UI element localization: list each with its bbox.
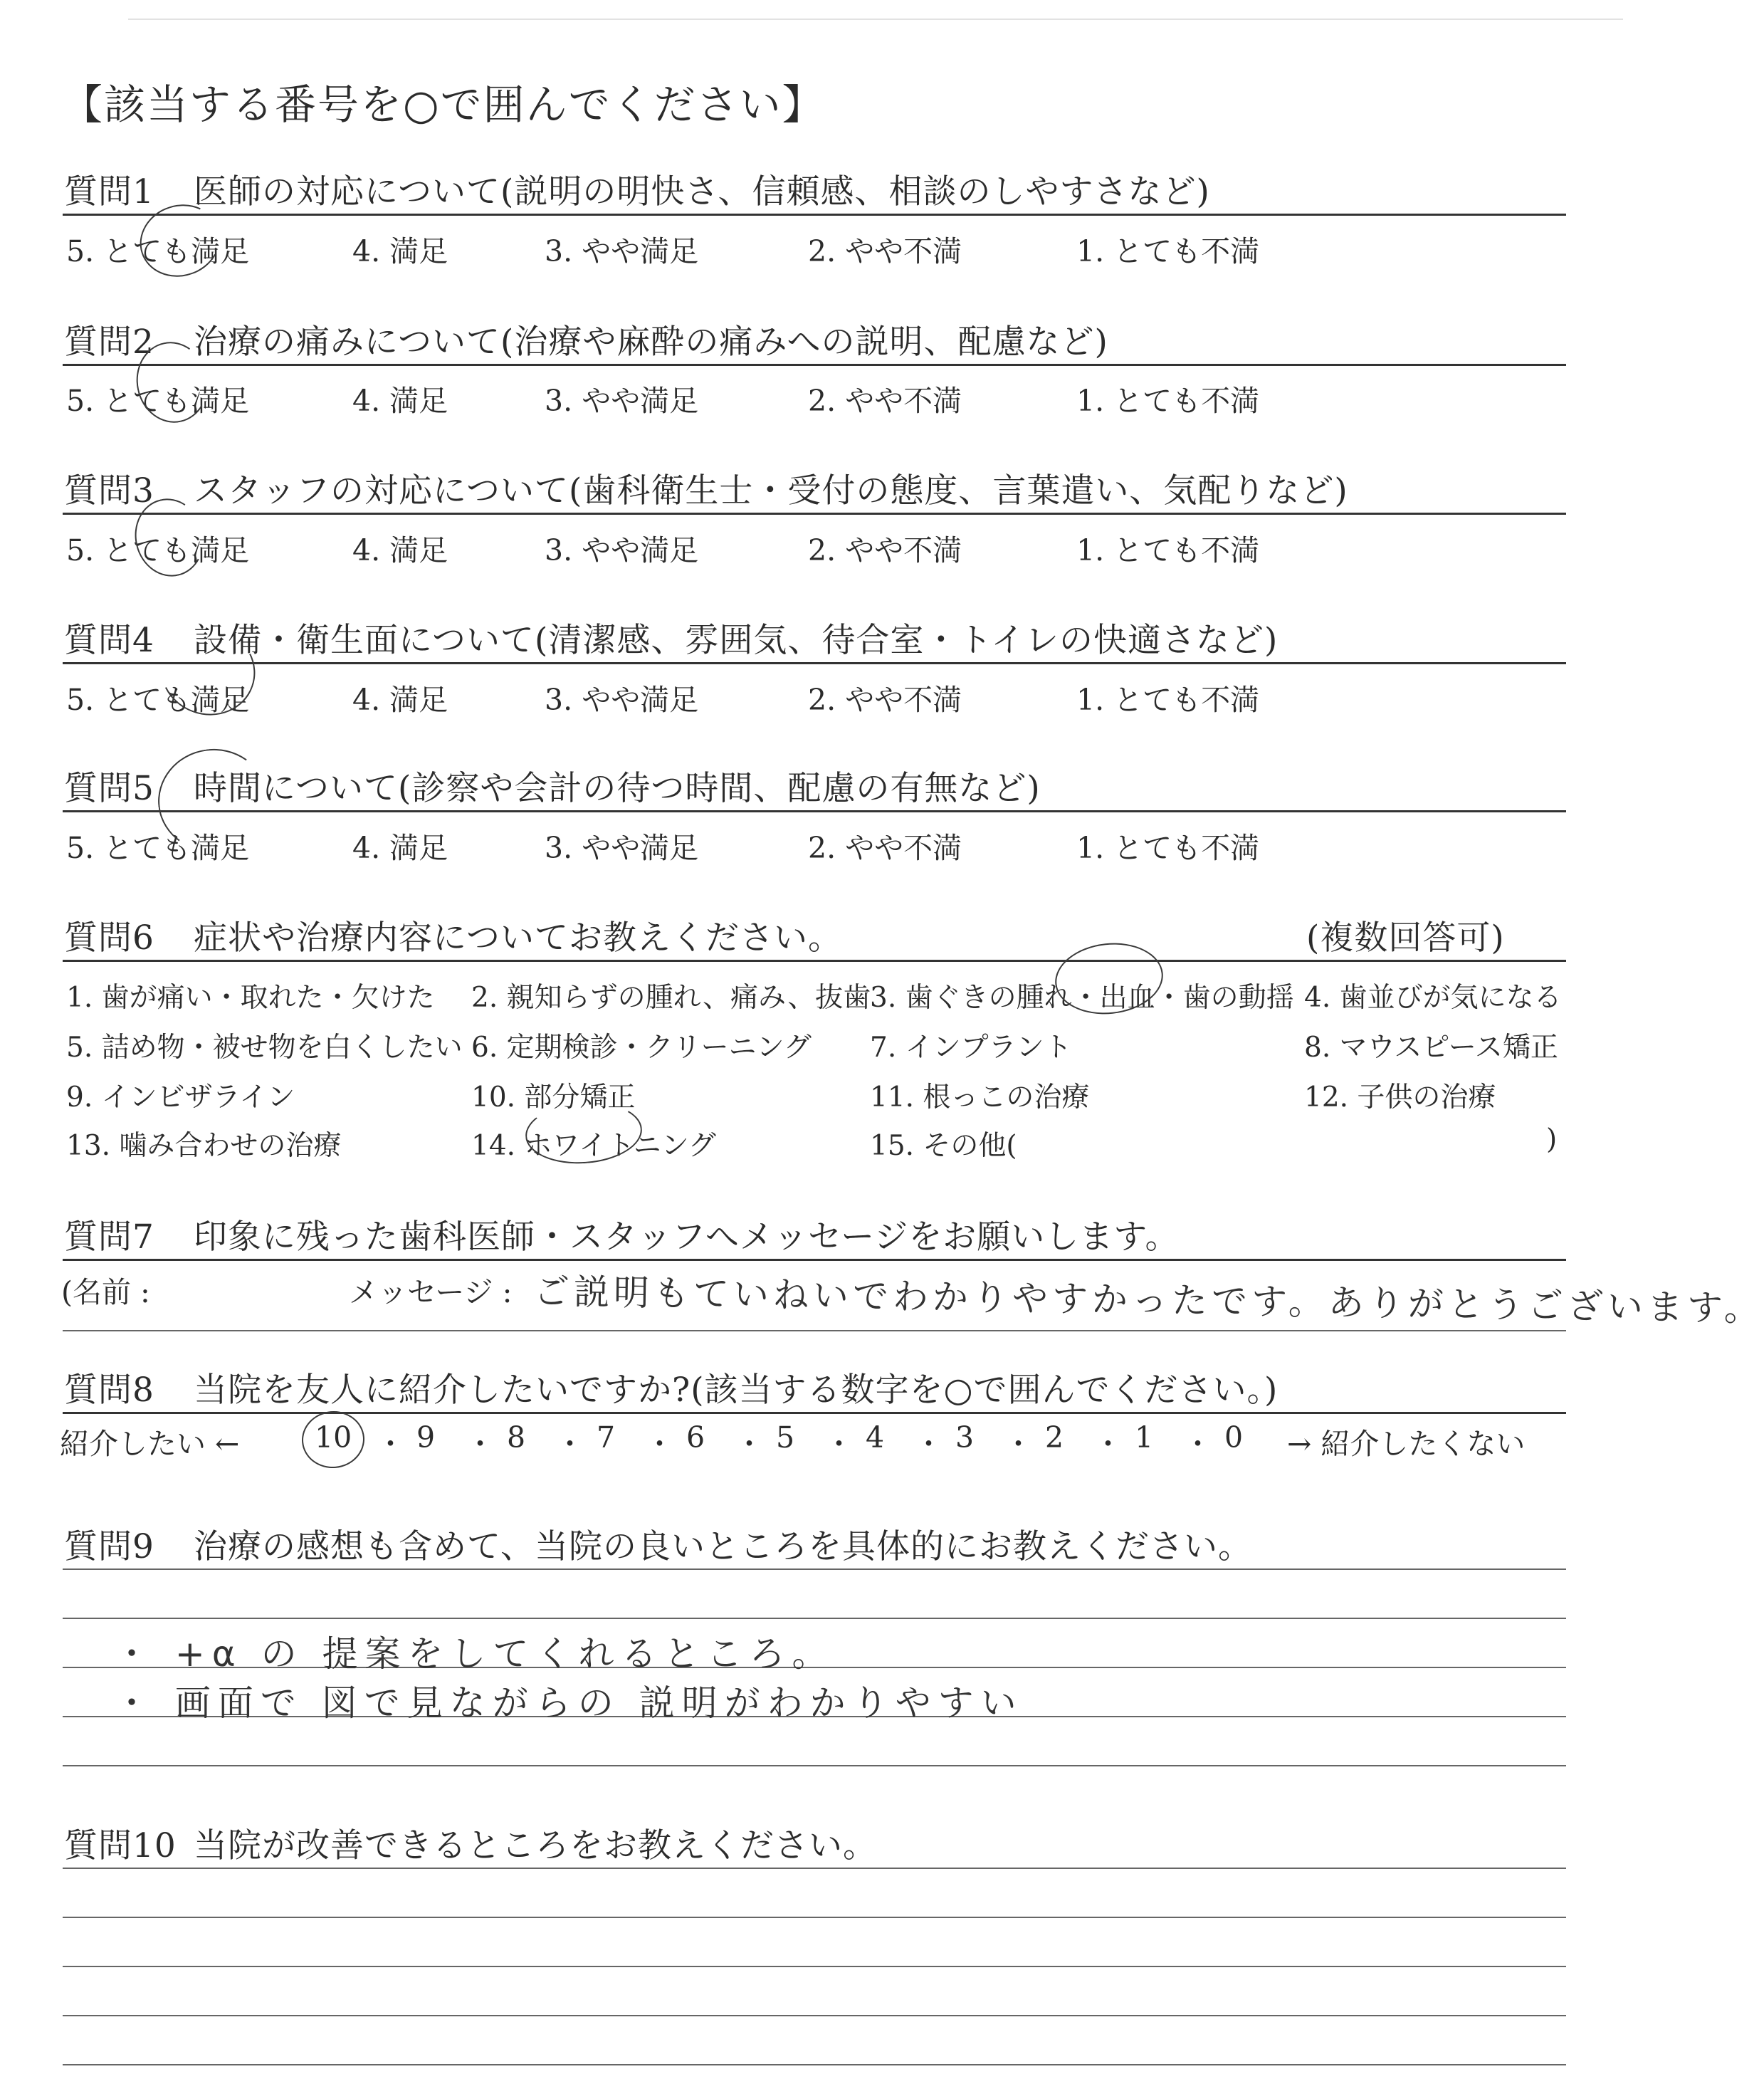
q7-rule xyxy=(63,1259,1566,1261)
q8-scale-1[interactable]: 1 xyxy=(1135,1420,1154,1455)
q4-opt2[interactable]: 2. やや不満 xyxy=(808,683,962,717)
q3-rule xyxy=(63,513,1566,515)
q6-option-12[interactable]: 12. 子供の治療 xyxy=(1304,1081,1496,1114)
q5-label: 質問5 xyxy=(64,769,154,808)
q1-opt5[interactable]: 5. とても満足 xyxy=(66,234,250,268)
q10-label: 質問10 xyxy=(64,1826,177,1865)
q6-option-15[interactable]: 15. その他( xyxy=(870,1130,1017,1162)
q2-opt2[interactable]: 2. やや不満 xyxy=(808,384,962,418)
q8-sep-7: ・ xyxy=(914,1427,943,1461)
q6-text: 症状や治療内容についてお教えください。 xyxy=(194,918,843,958)
q3-opt4[interactable]: 4. 満足 xyxy=(352,533,448,567)
q1-label: 質問1 xyxy=(64,172,154,211)
q10-line-5 xyxy=(63,2064,1566,2065)
q8-scale-10[interactable]: 10 xyxy=(315,1420,352,1455)
q9-line-2 xyxy=(63,1618,1566,1619)
q2-text: 治療の痛みについて(治療や麻酔の痛みへの説明、配慮など) xyxy=(194,323,1108,362)
q9-line-1 xyxy=(63,1568,1566,1570)
q8-sep-4: ・ xyxy=(645,1427,674,1461)
q8-scale-7[interactable]: 7 xyxy=(597,1420,616,1455)
q8-scale-5[interactable]: 5 xyxy=(776,1420,795,1455)
q5-opt3[interactable]: 3. やや満足 xyxy=(545,831,699,865)
q9-label: 質問9 xyxy=(64,1527,154,1566)
q6-option-5[interactable]: 5. 詰め物・被せ物を白くしたい xyxy=(66,1032,463,1064)
q8-scale-6[interactable]: 6 xyxy=(686,1420,705,1455)
q10-line-1 xyxy=(63,1868,1566,1869)
q6-label: 質問6 xyxy=(64,918,154,958)
q6-option-15-close: ) xyxy=(1546,1124,1558,1156)
q8-selection-circle xyxy=(300,1408,367,1470)
q5-opt5[interactable]: 5. とても満足 xyxy=(66,831,250,865)
q6-option-4[interactable]: 4. 歯並びが気になる xyxy=(1304,982,1562,1014)
q8-scale-4[interactable]: 4 xyxy=(866,1420,885,1455)
q6-option-3[interactable]: 3. 歯ぐきの腫れ・出血・歯の動揺 xyxy=(870,982,1294,1014)
q2-opt4[interactable]: 4. 満足 xyxy=(352,384,448,418)
q8-sep-6: ・ xyxy=(824,1427,854,1461)
q1-text: 医師の対応について(説明の明快さ、信頼感、相談のしやすさなど) xyxy=(194,172,1210,211)
q3-opt1[interactable]: 1. とても不満 xyxy=(1076,533,1260,567)
q3-opt3[interactable]: 3. やや満足 xyxy=(545,533,699,567)
q6-option-9[interactable]: 9. インビザライン xyxy=(66,1081,295,1114)
q8-sep-3: ・ xyxy=(555,1427,584,1461)
q8-sep-2: ・ xyxy=(466,1427,495,1461)
q10-text: 当院が改善できるところをお教えください。 xyxy=(194,1826,877,1865)
q8-text: 当院を友人に紹介したいですか?(該当する数字を○で囲んでください。) xyxy=(194,1371,1279,1410)
q2-opt1[interactable]: 1. とても不満 xyxy=(1076,384,1260,418)
q2-opt3[interactable]: 3. やや満足 xyxy=(545,384,699,418)
q9-text: 治療の感想も含めて、当院の良いところを具体的にお教えください。 xyxy=(194,1527,1253,1566)
q6-option-7[interactable]: 7. インプラント xyxy=(870,1032,1072,1064)
q7-message-handwriting: ご説明もていねいでわかりやすかったです。ありがとうございます。 xyxy=(533,1270,1764,1330)
q8-scale-3[interactable]: 3 xyxy=(955,1420,975,1455)
q5-opt2[interactable]: 2. やや不満 xyxy=(808,831,962,865)
q3-opt2[interactable]: 2. やや不満 xyxy=(808,533,962,567)
q4-text: 設備・衛生面について(清潔感、雰囲気、待合室・トイレの快適さなど) xyxy=(194,621,1279,660)
q5-opt1[interactable]: 1. とても不満 xyxy=(1076,831,1260,865)
q1-opt1[interactable]: 1. とても不満 xyxy=(1076,234,1260,268)
q3-label: 質問3 xyxy=(64,471,154,510)
q8-right-label: → 紹介したくない xyxy=(1287,1427,1526,1461)
q7-text: 印象に残った歯科医師・スタッフへメッセージをお願いします。 xyxy=(194,1217,1180,1257)
q2-opt5[interactable]: 5. とても満足 xyxy=(66,384,250,418)
q8-rule xyxy=(63,1412,1566,1414)
q4-opt1[interactable]: 1. とても不満 xyxy=(1076,683,1260,717)
q8-scale-0[interactable]: 0 xyxy=(1224,1420,1244,1455)
q8-sep-1: ・ xyxy=(376,1427,405,1461)
q4-label: 質問4 xyxy=(64,621,154,660)
q10-line-3 xyxy=(63,1966,1566,1967)
q6-option-10[interactable]: 10. 部分矯正 xyxy=(471,1081,636,1114)
q9-answer-2: ・ 画面で 図で見ながらの 説明がわかりやすい xyxy=(114,1682,1024,1724)
q9-answer-1: ・ +α の 提案をしてくれるところ。 xyxy=(114,1633,835,1675)
q1-rule xyxy=(63,214,1566,216)
q8-scale-8[interactable]: 8 xyxy=(507,1420,526,1455)
q6-note: (複数回答可) xyxy=(1306,918,1505,958)
q7-label: 質問7 xyxy=(64,1217,154,1257)
q5-opt4[interactable]: 4. 満足 xyxy=(352,831,448,865)
q4-opt3[interactable]: 3. やや満足 xyxy=(545,683,699,717)
scan-edge xyxy=(128,19,1623,20)
q1-opt3[interactable]: 3. やや満足 xyxy=(545,234,699,268)
q8-sep-9: ・ xyxy=(1093,1427,1123,1461)
q7-message-label: メッセージ : xyxy=(349,1275,513,1309)
q8-sep-8: ・ xyxy=(1004,1427,1033,1461)
q8-scale-2[interactable]: 2 xyxy=(1045,1420,1064,1455)
q1-opt4[interactable]: 4. 満足 xyxy=(352,234,448,268)
q3-opt5[interactable]: 5. とても満足 xyxy=(66,533,250,567)
q5-text: 時間について(診察や会計の待つ時間、配慮の有無など) xyxy=(194,769,1041,808)
q1-opt2[interactable]: 2. やや不満 xyxy=(808,234,962,268)
q6-option-13[interactable]: 13. 噛み合わせの治療 xyxy=(66,1130,342,1162)
q10-line-2 xyxy=(63,1917,1566,1918)
q4-rule xyxy=(63,662,1566,664)
q10-line-4 xyxy=(63,2015,1566,2016)
instruction-heading: 【該当する番号を○で囲んでください】 xyxy=(61,80,825,129)
q7-name-label: (名前 : xyxy=(61,1275,150,1309)
q6-option-14[interactable]: 14. ホワイトニング xyxy=(471,1130,716,1162)
q4-opt5[interactable]: 5. とても満足 xyxy=(66,683,250,717)
q2-label: 質問2 xyxy=(64,323,154,362)
q6-option-8[interactable]: 8. マウスピース矯正 xyxy=(1304,1032,1558,1064)
q9-line-5 xyxy=(63,1765,1566,1766)
q2-rule xyxy=(63,364,1566,366)
q8-sep-5: ・ xyxy=(735,1427,764,1461)
q3-text: スタッフの対応について(歯科衛生士・受付の態度、言葉遣い、気配りなど) xyxy=(194,471,1348,510)
q6-rule xyxy=(63,960,1566,962)
q6-option-1[interactable]: 1. 歯が痛い・取れた・欠けた xyxy=(66,982,435,1014)
q8-scale-9[interactable]: 9 xyxy=(416,1420,436,1455)
q8-left-label: 紹介したい ← xyxy=(60,1427,240,1461)
q6-option-6[interactable]: 6. 定期検診・クリーニング xyxy=(471,1032,812,1064)
q8-label: 質問8 xyxy=(64,1371,154,1410)
q6-option-11[interactable]: 11. 根っこの治療 xyxy=(870,1081,1090,1114)
q7-answer-rule xyxy=(63,1330,1566,1331)
q5-rule xyxy=(63,810,1566,812)
q4-opt4[interactable]: 4. 満足 xyxy=(352,683,448,717)
q8-sep-10: ・ xyxy=(1183,1427,1212,1461)
q6-option-2[interactable]: 2. 親知らずの腫れ、痛み、抜歯 xyxy=(471,982,871,1014)
